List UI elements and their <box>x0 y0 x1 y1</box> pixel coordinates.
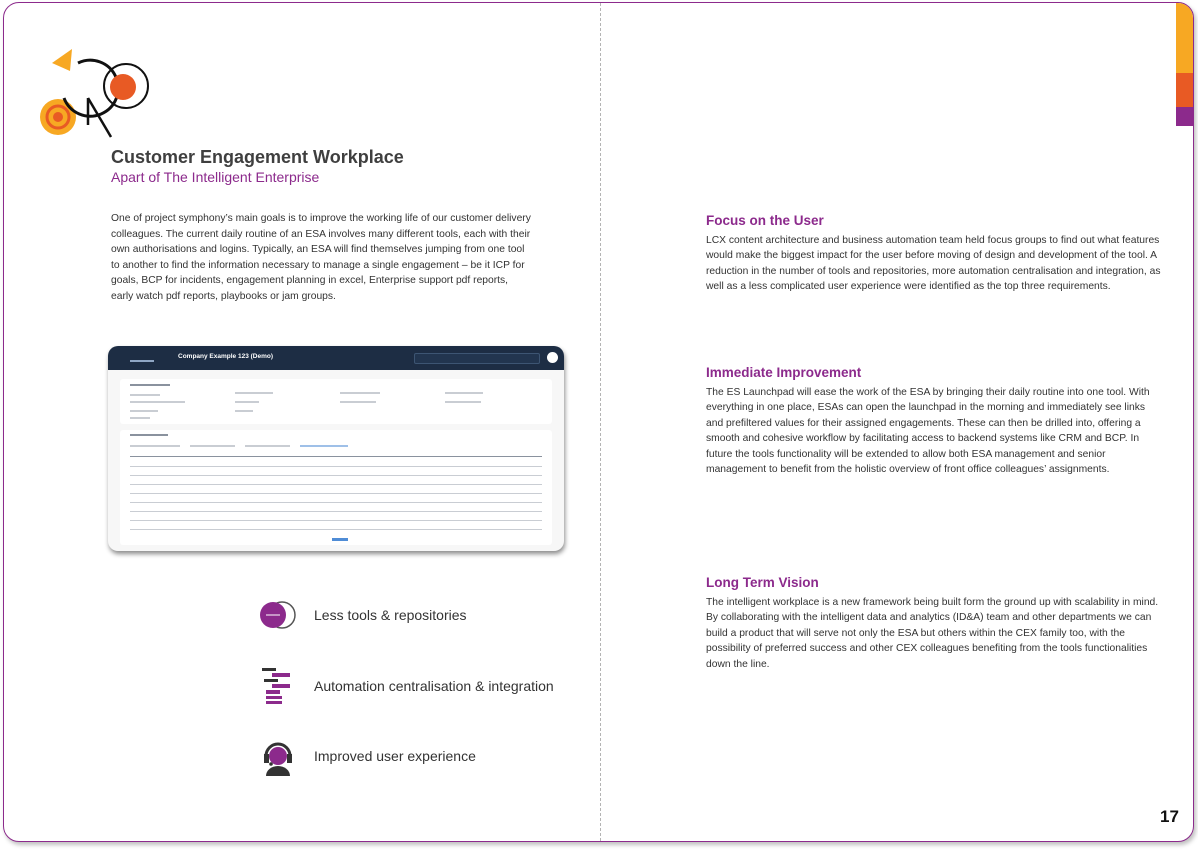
section-long-term-vision <box>706 575 1161 672</box>
stacked-layers-icon <box>258 666 298 706</box>
screenshot-brand-icon <box>130 353 154 362</box>
screenshot-info-card <box>120 379 552 424</box>
tab-orange <box>1176 73 1193 107</box>
page-divider <box>600 3 601 841</box>
benefit-label: Less tools & repositories <box>314 607 467 623</box>
section-body: The ES Launchpad will ease the work of the ESA by bringing their daily routine into one tool. With everything in one place, ESAs can open the launchpad in the morning and immediately see links and prefiltered values for their assigned engagements. These can then be drilled into, offering a smooth and cohesive workflow by facilitating access to backend systems like CRM and BCP. In future the tools functionality will be extended to allow both ESA management and senior management to benefit from the holistic overview of front office colleagues’ assignments. <box>706 387 1150 476</box>
product-screenshot <box>108 346 564 551</box>
side-color-tabs <box>1176 3 1193 126</box>
decorative-logo-icon <box>34 43 184 143</box>
section-immediate-improvement <box>706 365 1161 477</box>
intro-paragraph: One of project symphony’s main goals is to improve the working life of our customer delivery colleagues. The current daily routine of an ESA involves many different tools, each with their own authorisations and logins. Typically, an ESA will find themselves jumping from one tool to another to find the information necessary to manage a single engagement – be it ICP for goals, BCP for incidents, engagement planning in excel, Enterprise support pdf reports, early watch pdf reports, playbooks or jam groups. <box>111 213 531 302</box>
section-heading: Focus on the User <box>706 213 824 228</box>
section-heading: Long Term Vision <box>706 575 819 590</box>
brochure-spread <box>3 2 1194 842</box>
section-body: The intelligent workplace is a new framework being built form the ground up with scalability in mind. By collaborating with the intelligent data and analytics (ID&A) team and other departments we can build a product that will serve not only the ESA but others within the CEX family too, with the possibility of preferred success and other CEX colleagues benefiting from the tools functionalities down the line. <box>706 597 1159 670</box>
tab-purple <box>1176 107 1193 126</box>
benefit-item <box>256 736 476 776</box>
benefit-label: Automation centralisation & integration <box>314 678 554 694</box>
tab-yellow <box>1176 3 1193 73</box>
screenshot-table-card <box>120 430 552 545</box>
page-number: 17 <box>1160 807 1179 826</box>
screenshot-more-link <box>332 538 348 541</box>
section-focus-on-user <box>706 213 1161 295</box>
section-heading: Immediate Improvement <box>706 365 862 380</box>
screenshot-search-field <box>414 353 540 364</box>
screenshot-title: Company Example 123 (Demo) <box>178 353 274 360</box>
page-title: Customer Engagement Workplace <box>111 147 404 167</box>
benefit-item <box>256 666 554 706</box>
screenshot-header-bar <box>108 346 564 370</box>
overlapping-circles-icon <box>258 599 298 631</box>
page-subtitle: Apart of The Intelligent Enterprise <box>111 169 320 185</box>
benefit-label: Improved user experience <box>314 748 476 764</box>
user-headset-icon <box>258 736 298 776</box>
benefit-item <box>256 595 467 635</box>
section-body: LCX content architecture and business automation team held focus groups to find out what features would make the biggest impact for the user before moving of design and development of the tool. A reduction in the number of tools and repositories, more automation centralisation and integration, as well as a less complicated user experience were identified as the top three requirements. <box>706 235 1161 293</box>
screenshot-avatar-icon <box>547 352 558 363</box>
